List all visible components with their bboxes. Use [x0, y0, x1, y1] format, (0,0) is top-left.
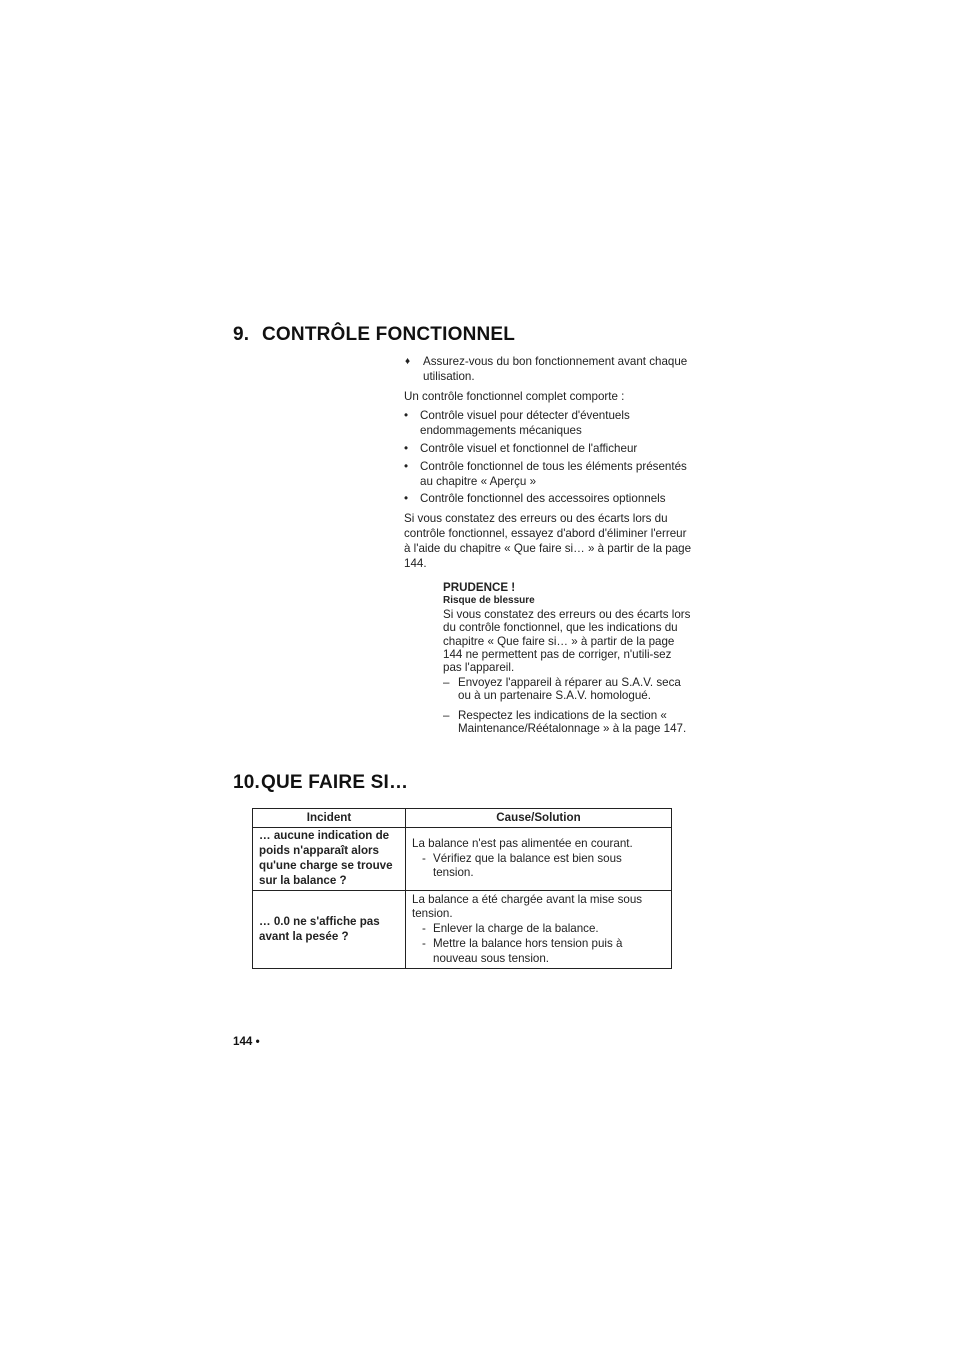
section-9-body — [404, 355, 694, 571]
list-item-text: Contrôle fonctionnel des accessoires optionnels — [420, 492, 666, 506]
caution-block — [443, 581, 693, 735]
table-header-incident: Incident — [253, 809, 406, 828]
caution-text: Si vous constatez des erreurs ou des écarts lors du contrôle fonctionnel, que les indications du chapitre « Que faire si… » à partir de la page 144 ne permettent pas de corriger, n'utili-sez pas l'appareil. — [443, 608, 691, 675]
section-9-heading — [233, 324, 515, 346]
dash-marker-icon: – — [443, 676, 450, 690]
solution-step-text: Vérifiez que la balance est bien sous tension. — [433, 851, 622, 880]
troubleshooting-table — [252, 808, 672, 969]
solution-step — [412, 922, 665, 937]
instruction-text: Assurez-vous du bon fonctionnement avant chaque utilisation. — [423, 355, 688, 383]
list-item — [404, 460, 694, 490]
cause-cell — [406, 828, 672, 891]
hyphen-marker-icon: - — [422, 936, 426, 950]
list-item — [404, 409, 694, 439]
section-9-number: 9. — [233, 324, 250, 345]
caution-item — [443, 709, 693, 735]
section-10-heading — [233, 772, 408, 794]
caution-item-text: Envoyez l'appareil à réparer au S.A.V. seca ou à un partenaire S.A.V. homologué. — [458, 676, 681, 703]
caution-item-text: Respectez les indications de la section « Maintenance/Réétalonnage » à la page 147. — [458, 708, 687, 735]
caution-subtitle: Risque de blessure — [443, 595, 535, 607]
hyphen-marker-icon: - — [422, 922, 426, 936]
bullet-icon: • — [404, 459, 409, 473]
page-number: 144 • — [233, 1035, 260, 1048]
table-header-row — [253, 809, 672, 828]
instruction-item — [404, 355, 694, 385]
incident-cell: … 0.0 ne s'affiche pas avant la pesée ? — [253, 891, 406, 969]
solution-step-text: Mettre la balance hors tension puis à nouveau sous tension. — [433, 936, 623, 965]
dash-marker-icon: – — [443, 708, 450, 722]
bullet-icon: • — [404, 492, 409, 506]
list-item-text: Contrôle visuel pour détecter d'éventuels endommagements mécaniques — [420, 409, 630, 438]
caution-title: PRUDENCE ! — [443, 581, 516, 594]
table-row — [253, 891, 672, 969]
list-item-text: Contrôle fonctionnel de tous les éléments présentés au chapitre « Aperçu » — [420, 459, 687, 488]
diamond-marker-icon: ♦ — [405, 356, 411, 367]
section-10-number: 10. — [233, 772, 261, 793]
solution-step — [412, 852, 665, 882]
bullet-icon: • — [404, 441, 409, 455]
bullet-icon: • — [404, 409, 409, 423]
table-header-cause: Cause/Solution — [406, 809, 672, 828]
solution-step-text: Enlever la charge de la balance. — [433, 922, 599, 936]
section-9-title: CONTRÔLE FONCTIONNEL — [262, 324, 516, 345]
section-10-title: QUE FAIRE SI… — [261, 772, 409, 793]
list-item-text: Contrôle visuel et fonctionnel de l'afficheur — [420, 441, 638, 455]
intro-text: Un contrôle fonctionnel complet comporte : — [404, 389, 625, 403]
solution-step — [412, 937, 665, 967]
table-row — [253, 828, 672, 891]
cause-text: La balance a été chargée avant la mise sous tension. — [412, 892, 643, 921]
cause-cell — [406, 891, 672, 969]
section-9-paragraph: Si vous constatez des erreurs ou des écarts lors du contrôle fonctionnel, essayez d'abord d'éliminer l'erreur à l'aide du chapitre « Que faire si… » à partir de la page 144. — [404, 512, 692, 570]
caution-item — [443, 676, 693, 702]
hyphen-marker-icon: - — [422, 851, 426, 865]
cause-text: La balance n'est pas alimentée en courant. — [412, 836, 633, 850]
list-item — [404, 442, 694, 457]
incident-cell: … aucune indication de poids n'apparaît alors qu'une charge se trouve sur la balance ? — [253, 828, 406, 891]
list-item — [404, 492, 694, 507]
